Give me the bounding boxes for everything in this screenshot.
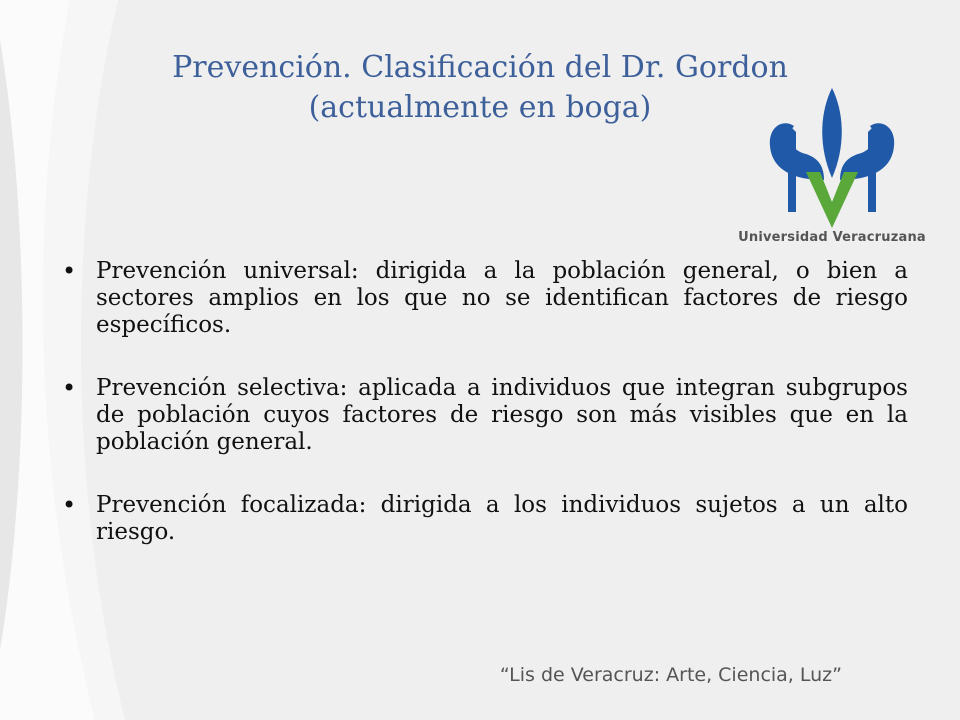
logo-wordmark: Universidad Veracruzana (738, 230, 926, 245)
bullet-text: Prevención focalizada: dirigida a los individuos sujetos a un alto riesgo. (96, 492, 908, 545)
bullet-dot-icon: • (62, 491, 77, 519)
universidad-veracruzana-logo (734, 80, 930, 252)
list-item (62, 258, 908, 339)
list-item (62, 375, 908, 456)
footer-motto: “Lis de Veracruz: Arte, Ciencia, Luz” (499, 664, 842, 686)
fleur-de-lis-icon (734, 80, 930, 230)
slide-title: Prevención. Clasificación del Dr. Gordon (actualmente en boga) (172, 50, 788, 125)
bullet-dot-icon: • (62, 374, 77, 402)
bullet-text: Prevención selectiva: aplicada a individuos que integran subgrupos de población cuyos factores de riesgo son más visibles que en la población general. (96, 375, 908, 455)
bullet-dot-icon: • (62, 257, 77, 285)
list-item (62, 492, 908, 546)
bullet-text: Prevención universal: dirigida a la población general, o bien a sectores amplios en los que no se identifican factores de riesgo específicos. (96, 258, 908, 338)
bullet-list (62, 258, 908, 582)
